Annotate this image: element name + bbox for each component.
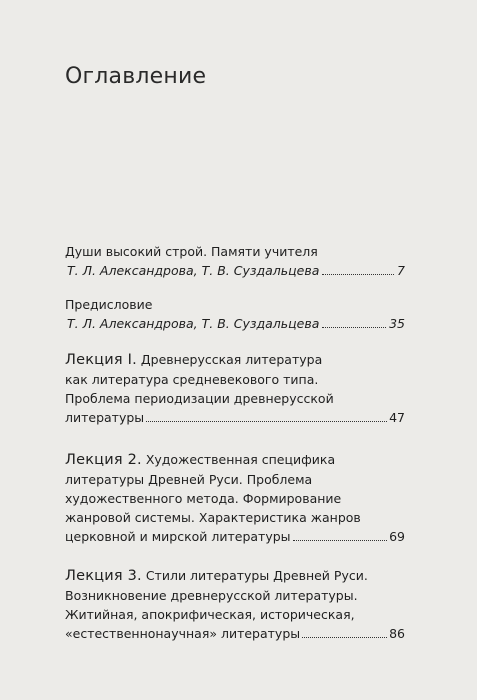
lecture-title-line: жанровой системы. Характеристика жанров: [65, 510, 361, 525]
lecture-label: Лекция 2.: [65, 452, 142, 468]
lecture-title-line: как литература средневекового типа.: [65, 372, 319, 387]
lecture-label: Лекция 3.: [65, 568, 142, 584]
lecture-last-row: [65, 408, 405, 427]
lecture-label: Лекция I.: [65, 352, 137, 368]
entry-authors: Т. Л. Александрова, Т. В. Суздальцева: [67, 263, 320, 278]
page-number: 69: [389, 529, 405, 544]
dot-leader: [322, 274, 394, 275]
lecture-title-line: «естественнонаучная» литературы: [65, 626, 301, 641]
dot-leader: [322, 327, 386, 328]
lecture-title-line: Художественная специфика: [145, 452, 336, 467]
entry-authors: Т. Л. Александрова, Т. В. Суздальцева: [67, 316, 320, 331]
dot-leader: [293, 540, 388, 541]
toc-entry-dedication[interactable]: [65, 242, 405, 280]
lecture-last-row: [65, 624, 405, 643]
toc-entry-lecture-2[interactable]: [65, 450, 405, 546]
entry-authors-row: [67, 261, 405, 280]
entry-authors-row: [67, 314, 405, 333]
lecture-title-line: Возникновение древнерусской литературы.: [65, 588, 358, 603]
entry-title: Предисловие: [65, 297, 153, 312]
entry-title: Души высокий строй. Памяти учителя: [65, 244, 318, 259]
dot-leader: [146, 421, 387, 422]
toc-entry-preface[interactable]: [65, 295, 405, 333]
lecture-title-line: художественного метода. Формирование: [65, 491, 342, 506]
lecture-title-line: церковной и мирской литературы: [65, 529, 291, 544]
toc-entry-lecture-1[interactable]: [65, 350, 405, 427]
toc-title: Оглавление: [65, 64, 207, 89]
dot-leader: [302, 637, 387, 638]
lecture-last-row: [65, 527, 405, 546]
page-number: 47: [389, 410, 405, 425]
lecture-title-line: литературы Древней Руси. Проблема: [65, 472, 313, 487]
page-number: 35: [389, 316, 405, 331]
lecture-title-line: Житийная, апокрифическая, историческая,: [65, 607, 355, 622]
toc-entry-lecture-3[interactable]: [65, 566, 405, 643]
lecture-title-line: Проблема периодизации древнерусской: [65, 391, 334, 406]
lecture-title-line: литературы: [65, 410, 145, 425]
page-number: 86: [389, 626, 405, 641]
page-number: 7: [397, 263, 405, 278]
lecture-title-line: Стили литературы Древней Руси.: [145, 568, 368, 583]
lecture-title-line: Древнерусская литература: [140, 352, 323, 367]
